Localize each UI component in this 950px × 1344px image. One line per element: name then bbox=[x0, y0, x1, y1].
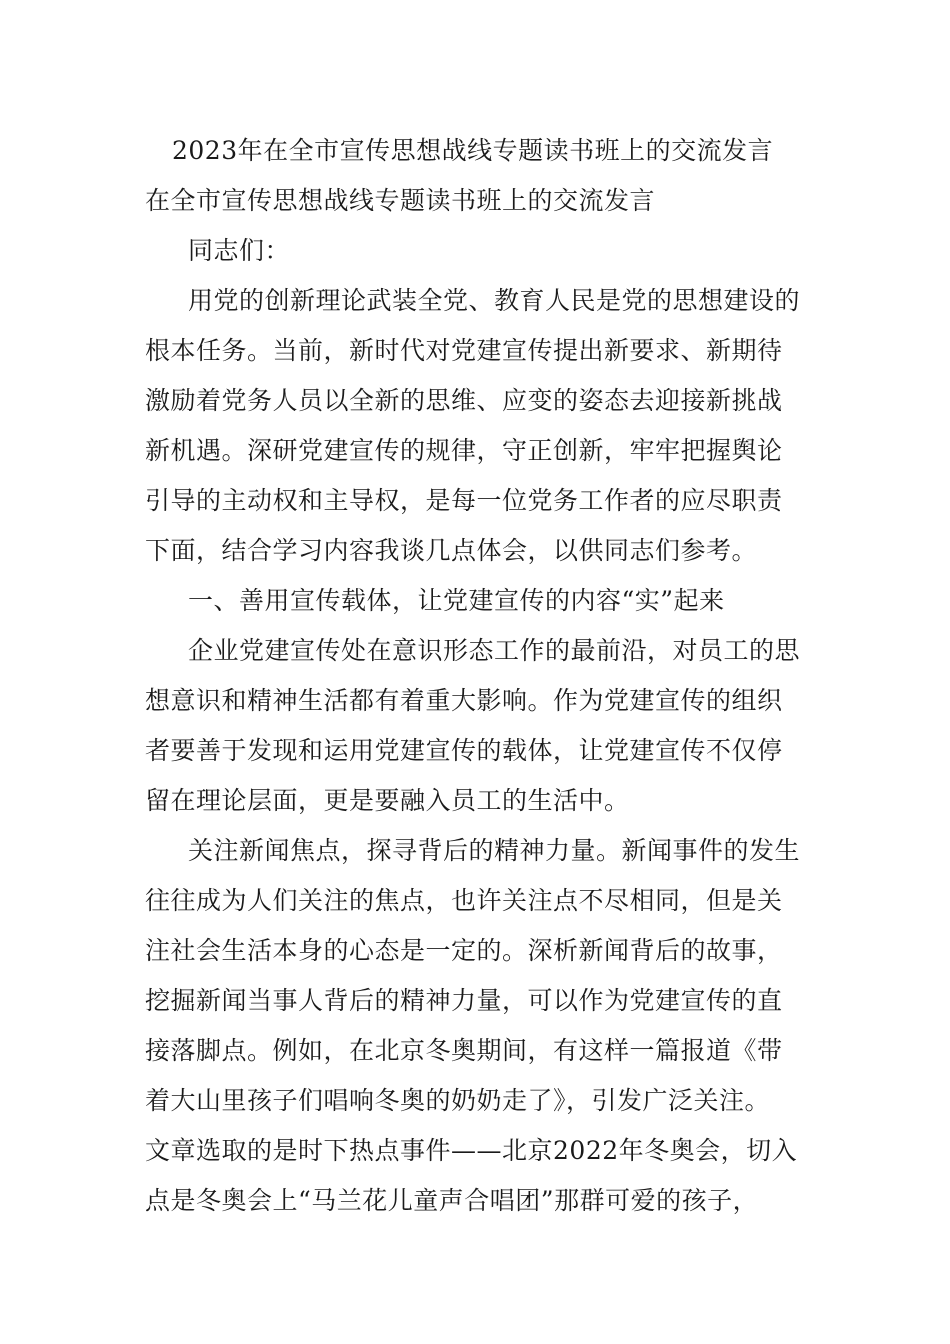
body-line: 着大山里孩子们唱响冬奥的奶奶走了》，引发广泛关注。 bbox=[145, 1086, 771, 1115]
section-heading: 一、善用宣传载体，让党建宣传的内容“实”起来 bbox=[188, 586, 725, 615]
salutation: 同志们： bbox=[188, 236, 291, 265]
body-line: 激励着党务人员以全新的思维、应变的姿态去迎接新挑战 bbox=[145, 386, 783, 415]
body-line: 根本任务。当前，新时代对党建宣传提出新要求、新期待 bbox=[145, 336, 783, 365]
body-line: 新机遇。深研党建宣传的规律，守正创新，牢牢把握舆论 bbox=[145, 436, 783, 465]
body-line: 点是冬奥会上“马兰花儿童声合唱团”那群可爱的孩子， bbox=[145, 1186, 759, 1215]
body-line: 下面，结合学习内容我谈几点体会，以供同志们参考。 bbox=[145, 536, 758, 565]
body-line: 关注新闻焦点，探寻背后的精神力量。新闻事件的发生 bbox=[188, 836, 801, 865]
body-line: 留在理论层面，更是要融入员工的生活中。 bbox=[145, 786, 630, 815]
body-line: 往往成为人们关注的焦点，也许关注点不尽相同，但是关 bbox=[145, 886, 783, 915]
document-title: 2023年在全市宣传思想战线专题读书班上的交流发言 bbox=[172, 136, 774, 165]
body-line: 挖掘新闻当事人背后的精神力量，可以作为党建宣传的直 bbox=[145, 986, 783, 1015]
body-line: 者要善于发现和运用党建宣传的载体，让党建宣传不仅停 bbox=[145, 736, 783, 765]
body-line: 注社会生活本身的心态是一定的。深析新闻背后的故事， bbox=[145, 936, 783, 965]
body-line: 文章选取的是时下热点事件——北京2022年冬奥会，切入 bbox=[145, 1136, 798, 1165]
body-line: 接落脚点。例如，在北京冬奥期间，有这样一篇报道《带 bbox=[145, 1036, 783, 1065]
document-subtitle: 在全市宣传思想战线专题读书班上的交流发言 bbox=[145, 186, 656, 215]
body-line: 引导的主动权和主导权，是每一位党务工作者的应尽职责 bbox=[145, 486, 783, 515]
body-line: 想意识和精神生活都有着重大影响。作为党建宣传的组织 bbox=[145, 686, 783, 715]
body-line: 用党的创新理论武装全党、教育人民是党的思想建设的 bbox=[188, 286, 801, 315]
body-line: 企业党建宣传处在意识形态工作的最前沿，对员工的思 bbox=[188, 636, 801, 665]
